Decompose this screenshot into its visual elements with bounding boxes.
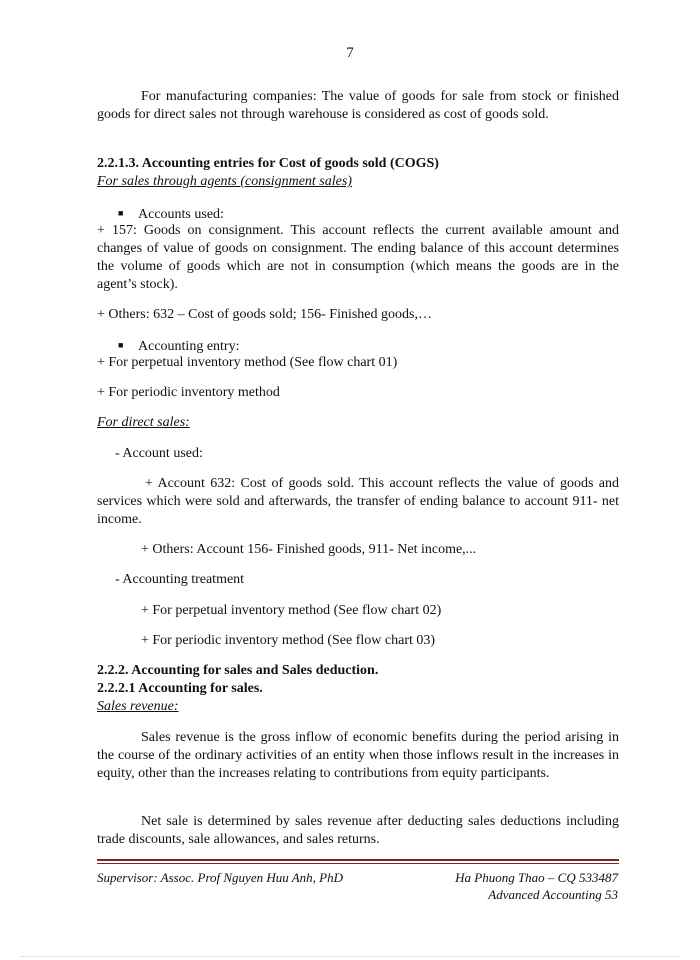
paragraph-net-sale: Net sale is determined by sales revenue after deducting sales deductions including trade discounts, sale allowances, and sales returns.	[97, 814, 619, 847]
paragraph-sales-revenue: Sales revenue is the gross inflow of economic benefits during the period arising in the course of the ordinary activities of an entity when those inflows result in the increases in equity, other than the increases relating to contributions from equity participants.	[97, 730, 619, 781]
bullet-square-icon: ■	[118, 340, 124, 350]
paragraph-account-157: + 157: Goods on consignment. This account reflects the current available amount and changes of value of goods on consignment. The ending balance of this account determines the volume of goods which are not in consumption (which means the goods are in the agent’s stock).	[97, 223, 619, 292]
subheading-sales-revenue: Sales revenue:	[97, 699, 179, 714]
bullet-text: Accounts used:	[138, 207, 224, 222]
bullet-text: Accounting entry:	[138, 339, 240, 354]
paragraph-accounting-treatment: - Accounting treatment	[115, 572, 245, 587]
subheading-consignment-sales: For sales through agents (consignment sales)	[97, 174, 352, 189]
bullet-accounts-used	[118, 204, 618, 224]
heading-2-2-1-3: 2.2.1.3. Accounting entries for Cost of goods sold (COGS)	[97, 156, 439, 171]
paragraph-others-156-911: + Others: Account 156- Finished goods, 911- Net income,...	[141, 542, 477, 557]
paragraph-perpetual-chart-01: + For perpetual inventory method (See flow chart 01)	[97, 355, 398, 370]
footer-rule-thin	[97, 863, 619, 864]
paragraph-periodic-method: + For periodic inventory method	[97, 385, 280, 400]
heading-2-2-2: 2.2.2. Accounting for sales and Sales deduction.	[97, 663, 379, 678]
bullet-square-icon: ■	[118, 208, 124, 218]
page-number: 7	[346, 45, 354, 61]
paragraph-manufacturing: For manufacturing companies: The value of goods for sale from stock or finished goods for direct sales not through warehouse is considered as cost of goods sold.	[97, 89, 619, 122]
footer-author: Ha Phuong Thao – CQ 533487	[455, 870, 618, 885]
subheading-direct-sales: For direct sales:	[97, 415, 190, 430]
paragraph-perpetual-chart-02: + For perpetual inventory method (See flow chart 02)	[141, 603, 442, 618]
paragraph-periodic-chart-03: + For periodic inventory method (See flow chart 03)	[141, 633, 436, 648]
footer-class: Advanced Accounting 53	[488, 887, 618, 902]
paragraph-account-used: - Account used:	[115, 446, 203, 461]
footer-supervisor: Supervisor: Assoc. Prof Nguyen Huu Anh, PhD	[97, 870, 344, 885]
footer-author-block	[455, 869, 618, 903]
bullet-accounting-entry	[118, 336, 618, 356]
paragraph-others-632: + Others: 632 – Cost of goods sold; 156- Finished goods,…	[97, 307, 432, 322]
paragraph-account-632: + Account 632: Cost of goods sold. This account reflects the value of goods and services which were sold and afterwards, the transfer of ending balance to account 911- net income.	[97, 476, 619, 527]
page-bottom-divider	[20, 956, 680, 957]
footer-rule-thick	[97, 859, 619, 861]
heading-2-2-2-1: 2.2.2.1 Accounting for sales.	[97, 681, 263, 696]
